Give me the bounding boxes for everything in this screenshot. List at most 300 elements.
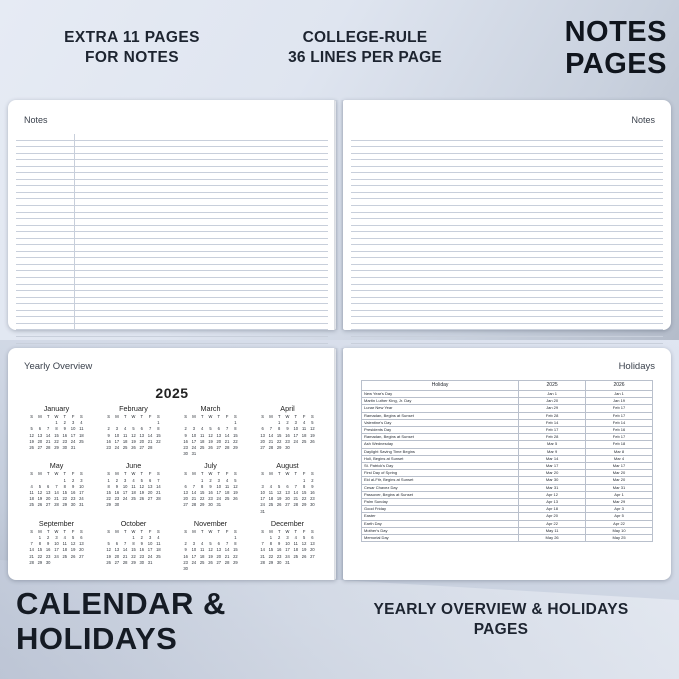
weekday-header: M bbox=[115, 471, 119, 477]
day-cell: 20 bbox=[37, 438, 43, 444]
day-cell-empty bbox=[300, 560, 308, 566]
month-table bbox=[27, 529, 85, 566]
holiday-date-cell: Jan 1 bbox=[586, 391, 653, 398]
day-cell: 6 bbox=[184, 483, 187, 489]
day-cell: 31 bbox=[79, 502, 84, 508]
day-cell: 31 bbox=[216, 502, 222, 508]
day-cell: 3 bbox=[261, 483, 264, 489]
headline-extra-pages bbox=[24, 28, 240, 68]
day-cell: 22 bbox=[62, 496, 68, 502]
day-cell-empty bbox=[308, 509, 316, 515]
weekday-header: T bbox=[46, 414, 50, 419]
day-cell: 5 bbox=[71, 535, 75, 541]
holiday-name-cell: Ramadan, Begins at Sunset bbox=[362, 434, 519, 441]
day-cell: 24 bbox=[54, 553, 59, 559]
weekday-header: M bbox=[192, 471, 196, 477]
table-row bbox=[362, 434, 653, 441]
weekday-header: M bbox=[269, 471, 273, 477]
day-cell: 7 bbox=[261, 541, 264, 547]
weekday-header: T bbox=[200, 471, 204, 477]
day-cell: 14 bbox=[268, 432, 274, 438]
day-cell: 17 bbox=[147, 547, 153, 553]
day-cell: 16 bbox=[276, 547, 282, 553]
month-name: September bbox=[38, 518, 75, 528]
holiday-date-cell: Mar 4 bbox=[586, 455, 653, 462]
day-cell: 25 bbox=[268, 502, 274, 508]
weekday-header: S bbox=[107, 414, 110, 419]
day-cell: 22 bbox=[131, 553, 136, 559]
day-cell: 10 bbox=[216, 483, 222, 489]
day-cell: 9 bbox=[184, 432, 187, 438]
day-cell: 18 bbox=[224, 490, 230, 496]
weekday-header: T bbox=[46, 471, 50, 477]
notes-left-margin-line bbox=[74, 134, 75, 330]
holiday-date-cell: Mar 5 bbox=[519, 441, 586, 448]
holiday-name-cell: New Year's Day bbox=[362, 391, 519, 398]
day-cell: 23 bbox=[114, 496, 120, 502]
month-name: July bbox=[204, 461, 217, 471]
weekday-header: T bbox=[217, 471, 221, 477]
day-cell: 13 bbox=[183, 490, 188, 496]
day-cell: 19 bbox=[276, 496, 282, 502]
day-cell: 13 bbox=[285, 490, 290, 496]
table-row bbox=[362, 455, 653, 462]
holidays-title: Holidays bbox=[618, 361, 655, 372]
day-cell: 29 bbox=[62, 502, 68, 508]
weekday-header: S bbox=[234, 471, 237, 477]
month-week-row bbox=[27, 502, 85, 508]
day-cell: 10 bbox=[79, 483, 84, 489]
day-cell-empty bbox=[154, 560, 162, 566]
weekday-header: S bbox=[311, 528, 314, 534]
day-cell: 13 bbox=[310, 541, 315, 547]
day-cell: 25 bbox=[293, 553, 299, 559]
day-cell: 4 bbox=[63, 535, 66, 541]
day-cell: 8 bbox=[201, 483, 204, 489]
day-cell: 24 bbox=[147, 553, 153, 559]
day-cell: 28 bbox=[260, 559, 265, 565]
day-cell: 21 bbox=[54, 496, 59, 502]
weekday-header: S bbox=[157, 471, 160, 477]
day-cell: 25 bbox=[224, 496, 230, 502]
day-cell: 1 bbox=[107, 477, 110, 483]
day-cell: 27 bbox=[216, 559, 222, 565]
day-cell: 6 bbox=[217, 541, 220, 547]
day-cell: 9 bbox=[278, 541, 281, 547]
holiday-name-cell: Cesar Chavez Day bbox=[362, 484, 519, 491]
day-cell: 15 bbox=[131, 547, 136, 553]
month-name: March bbox=[200, 404, 221, 413]
table-row bbox=[362, 412, 653, 419]
day-cell: 11 bbox=[123, 432, 128, 438]
day-cell: 27 bbox=[114, 559, 120, 565]
day-cell: 14 bbox=[191, 490, 197, 496]
day-cell: 29 bbox=[276, 445, 282, 451]
day-cell: 25 bbox=[301, 438, 307, 444]
day-cell: 16 bbox=[139, 547, 145, 553]
day-cell: 7 bbox=[30, 541, 33, 547]
holiday-name-cell: Daylight Saving Time Begins bbox=[362, 448, 519, 455]
holiday-date-cell: Feb 28 bbox=[519, 434, 586, 441]
month-block bbox=[95, 519, 172, 576]
headline-extra-pages-line2: FOR NOTES bbox=[84, 49, 180, 66]
day-cell: 23 bbox=[310, 496, 315, 502]
weekday-header: S bbox=[184, 414, 187, 419]
day-cell: 18 bbox=[199, 553, 205, 559]
day-cell: 7 bbox=[225, 426, 229, 432]
table-row bbox=[362, 484, 653, 491]
day-cell: 28 bbox=[268, 445, 274, 451]
month-block bbox=[172, 404, 249, 461]
day-cell: 31 bbox=[191, 451, 197, 457]
day-cell: 5 bbox=[30, 426, 33, 432]
day-cell: 17 bbox=[70, 432, 76, 438]
footer-yearly-overview-line2: PAGES bbox=[473, 621, 529, 638]
day-cell: 23 bbox=[139, 553, 145, 559]
month-week-row bbox=[181, 451, 239, 457]
day-cell: 18 bbox=[156, 547, 161, 553]
day-cell: 13 bbox=[147, 483, 153, 489]
day-cell: 23 bbox=[183, 559, 188, 565]
notes-left-rules bbox=[16, 134, 328, 370]
day-cell: 29 bbox=[301, 502, 307, 508]
holiday-name-cell: Mother's Day bbox=[362, 527, 519, 534]
holiday-date-cell: Jan 1 bbox=[519, 391, 586, 398]
day-cell: 19 bbox=[70, 547, 76, 553]
notes-right-title: Notes bbox=[631, 115, 655, 125]
weekday-header: T bbox=[123, 528, 127, 534]
day-cell-empty bbox=[223, 451, 231, 457]
month-block bbox=[249, 461, 326, 518]
holiday-date-cell: Feb 28 bbox=[519, 412, 586, 419]
day-cell: 20 bbox=[183, 496, 188, 502]
day-cell-empty bbox=[275, 509, 283, 515]
day-cell: 27 bbox=[147, 496, 153, 502]
weekday-header: W bbox=[131, 471, 136, 477]
weekday-header: T bbox=[294, 471, 298, 477]
day-cell: 15 bbox=[156, 432, 161, 438]
holiday-date-cell: Mar 17 bbox=[586, 463, 653, 470]
day-cell: 17 bbox=[114, 438, 120, 444]
weekday-header: T bbox=[200, 414, 204, 419]
weekday-header: F bbox=[302, 471, 306, 477]
day-cell: 13 bbox=[79, 541, 84, 547]
weekday-header: S bbox=[234, 528, 237, 534]
notes-left-title: Notes bbox=[24, 115, 48, 125]
holiday-name-cell: Holi, Begins at Sunset bbox=[362, 455, 519, 462]
day-cell: 4 bbox=[294, 535, 297, 541]
day-cell: 9 bbox=[63, 426, 66, 432]
weekday-header: F bbox=[148, 471, 152, 477]
notes-spread bbox=[8, 100, 671, 330]
day-cell: 9 bbox=[47, 541, 50, 547]
holiday-name-cell: Eid al-Fitr, Begins at Sunset bbox=[362, 477, 519, 484]
day-cell: 8 bbox=[38, 541, 42, 547]
day-cell: 25 bbox=[79, 438, 84, 444]
day-cell: 23 bbox=[62, 438, 68, 444]
month-table bbox=[181, 414, 239, 457]
day-cell: 5 bbox=[209, 426, 212, 432]
day-cell: 22 bbox=[233, 553, 238, 559]
day-cell: 8 bbox=[234, 426, 237, 432]
day-cell: 1 bbox=[157, 420, 160, 426]
day-cell: 15 bbox=[301, 490, 307, 496]
day-cell: 23 bbox=[276, 553, 282, 559]
day-cell: 29 bbox=[54, 445, 59, 451]
day-cell: 25 bbox=[156, 553, 161, 559]
holidays-table-wrap bbox=[361, 380, 653, 542]
day-cell: 28 bbox=[29, 559, 34, 565]
day-cell: 30 bbox=[114, 502, 120, 508]
table-row bbox=[362, 499, 653, 506]
day-cell: 13 bbox=[260, 432, 265, 438]
month-table bbox=[181, 471, 239, 508]
holiday-date-cell: Apr 13 bbox=[519, 499, 586, 506]
day-cell: 23 bbox=[183, 445, 188, 451]
yearly-overview-title: Yearly Overview bbox=[24, 361, 93, 372]
day-cell: 21 bbox=[224, 553, 230, 559]
day-cell: 1 bbox=[201, 477, 204, 483]
day-cell: 15 bbox=[62, 490, 68, 496]
day-cell: 28 bbox=[293, 502, 299, 508]
day-cell: 20 bbox=[45, 496, 51, 502]
day-cell: 30 bbox=[276, 559, 282, 565]
day-cell: 16 bbox=[208, 490, 213, 496]
holidays-page bbox=[343, 348, 671, 580]
day-cell-empty bbox=[69, 560, 77, 566]
holiday-date-cell: Feb 14 bbox=[519, 419, 586, 426]
day-cell: 12 bbox=[208, 432, 213, 438]
weekday-header: S bbox=[184, 471, 187, 477]
day-cell: 7 bbox=[47, 426, 50, 432]
day-cell: 26 bbox=[29, 445, 34, 451]
month-name: December bbox=[270, 518, 305, 528]
day-cell: 16 bbox=[183, 438, 188, 444]
month-table bbox=[258, 529, 316, 566]
month-block bbox=[18, 404, 95, 461]
day-cell-empty bbox=[190, 566, 198, 572]
day-cell: 28 bbox=[156, 496, 161, 502]
day-cell: 29 bbox=[37, 559, 43, 565]
day-cell: 5 bbox=[278, 483, 281, 489]
day-cell-empty bbox=[215, 566, 223, 572]
month-week-row bbox=[258, 560, 316, 566]
day-cell: 18 bbox=[122, 438, 128, 444]
weekday-header: S bbox=[261, 414, 264, 419]
day-cell-empty bbox=[300, 445, 308, 451]
day-cell: 21 bbox=[29, 553, 34, 559]
day-cell: 26 bbox=[70, 553, 76, 559]
month-table bbox=[104, 529, 162, 566]
day-cell: 17 bbox=[216, 490, 222, 496]
day-cell: 18 bbox=[293, 547, 299, 553]
day-cell: 25 bbox=[199, 559, 205, 565]
month-week-row bbox=[258, 445, 316, 451]
month-week-row bbox=[104, 502, 162, 508]
month-week-row bbox=[181, 502, 239, 508]
day-cell: 23 bbox=[106, 445, 111, 451]
day-cell: 22 bbox=[37, 553, 43, 559]
day-cell: 15 bbox=[106, 490, 111, 496]
day-cell: 12 bbox=[233, 483, 238, 489]
holiday-date-cell: Apr 20 bbox=[519, 513, 586, 520]
day-cell: 14 bbox=[156, 483, 161, 489]
day-cell: 11 bbox=[131, 483, 136, 489]
day-cell: 22 bbox=[54, 438, 59, 444]
day-cell: 13 bbox=[139, 432, 145, 438]
day-cell: 25 bbox=[131, 496, 136, 502]
day-cell: 19 bbox=[208, 553, 213, 559]
day-cell: 7 bbox=[294, 483, 297, 489]
day-cell: 23 bbox=[45, 553, 51, 559]
holiday-name-cell: Passover, Begins at Sunset bbox=[362, 491, 519, 498]
day-cell: 10 bbox=[260, 490, 265, 496]
day-cell: 4 bbox=[80, 420, 83, 426]
day-cell: 13 bbox=[114, 547, 120, 553]
day-cell: 27 bbox=[310, 553, 315, 559]
month-name: June bbox=[125, 461, 142, 471]
holidays-column-header: 2026 bbox=[586, 381, 653, 391]
day-cell-empty bbox=[77, 560, 85, 566]
day-cell: 27 bbox=[216, 445, 222, 451]
weekday-header: S bbox=[234, 414, 237, 419]
month-block bbox=[249, 519, 326, 576]
day-cell: 29 bbox=[233, 445, 238, 451]
table-row bbox=[362, 427, 653, 434]
day-cell: 15 bbox=[268, 547, 274, 553]
day-cell: 14 bbox=[293, 490, 299, 496]
day-cell: 14 bbox=[224, 432, 230, 438]
day-cell: 7 bbox=[148, 426, 152, 432]
day-cell: 30 bbox=[183, 451, 188, 457]
weekday-header: W bbox=[131, 414, 136, 419]
day-cell: 1 bbox=[278, 420, 281, 426]
weekday-header: F bbox=[302, 528, 306, 534]
month-name: October bbox=[120, 518, 147, 528]
holiday-name-cell: Ash Wednesday bbox=[362, 441, 519, 448]
day-cell: 12 bbox=[301, 541, 307, 547]
day-cell: 7 bbox=[124, 541, 127, 547]
day-cell: 25 bbox=[122, 445, 128, 451]
day-cell: 21 bbox=[224, 438, 230, 444]
day-cell: 20 bbox=[79, 547, 84, 553]
day-cell: 9 bbox=[107, 432, 110, 438]
day-cell: 29 bbox=[131, 559, 136, 565]
month-table bbox=[258, 414, 316, 451]
day-cell: 11 bbox=[29, 490, 34, 496]
day-cell: 19 bbox=[37, 496, 43, 502]
day-cell-empty bbox=[267, 509, 275, 515]
weekday-header: W bbox=[208, 528, 213, 534]
holiday-date-cell: May 10 bbox=[586, 527, 653, 534]
day-cell: 31 bbox=[147, 559, 153, 565]
holiday-date-cell: Feb 16 bbox=[586, 427, 653, 434]
weekday-header: S bbox=[157, 528, 160, 534]
day-cell: 4 bbox=[201, 426, 204, 432]
day-cell: 15 bbox=[233, 432, 238, 438]
day-cell: 11 bbox=[200, 547, 205, 553]
day-cell: 18 bbox=[301, 432, 307, 438]
day-cell: 11 bbox=[301, 426, 307, 432]
day-cell-empty bbox=[77, 445, 85, 451]
day-cell: 14 bbox=[224, 547, 230, 553]
day-cell: 16 bbox=[45, 547, 51, 553]
day-cell: 8 bbox=[157, 426, 160, 432]
day-cell: 28 bbox=[224, 445, 230, 451]
holiday-date-cell: Feb 17 bbox=[519, 427, 586, 434]
day-cell: 26 bbox=[139, 496, 145, 502]
month-week-row bbox=[258, 509, 316, 515]
weekday-header: M bbox=[192, 528, 196, 534]
day-cell: 10 bbox=[114, 432, 120, 438]
day-cell: 8 bbox=[55, 426, 58, 432]
day-cell: 12 bbox=[131, 432, 136, 438]
day-cell: 27 bbox=[285, 502, 290, 508]
table-row bbox=[362, 520, 653, 527]
day-cell: 4 bbox=[269, 483, 273, 489]
holiday-date-cell: Mar 9 bbox=[519, 448, 586, 455]
day-cell: 26 bbox=[276, 502, 282, 508]
day-cell: 17 bbox=[122, 490, 128, 496]
day-cell: 21 bbox=[191, 496, 197, 502]
day-cell: 18 bbox=[62, 547, 68, 553]
day-cell: 30 bbox=[70, 502, 76, 508]
day-cell: 16 bbox=[106, 438, 111, 444]
day-cell: 7 bbox=[55, 483, 58, 489]
footer-calendar-holidays-line1: CALENDAR & bbox=[16, 586, 226, 621]
month-table bbox=[27, 414, 85, 451]
day-cell: 28 bbox=[224, 559, 230, 565]
holiday-name-cell: Ramadan, Begins at Sunset bbox=[362, 412, 519, 419]
holiday-name-cell: Earth Day bbox=[362, 520, 519, 527]
notes-right-rules bbox=[351, 134, 663, 370]
day-cell: 4 bbox=[30, 483, 33, 489]
table-row bbox=[362, 535, 653, 542]
weekday-header: T bbox=[46, 528, 50, 534]
day-cell: 15 bbox=[276, 432, 282, 438]
holiday-date-cell: Apr 18 bbox=[519, 506, 586, 513]
day-cell: 8 bbox=[107, 483, 110, 489]
day-cell-empty bbox=[198, 566, 206, 572]
weekday-header: F bbox=[71, 414, 75, 419]
holiday-name-cell: Easter bbox=[362, 513, 519, 520]
yearly-overview-page bbox=[8, 348, 336, 580]
day-cell: 31 bbox=[260, 508, 265, 514]
day-cell: 12 bbox=[310, 426, 315, 432]
day-cell-empty bbox=[308, 445, 316, 451]
month-name: November bbox=[193, 518, 228, 528]
day-cell: 3 bbox=[124, 477, 127, 483]
day-cell: 1 bbox=[269, 535, 273, 541]
day-cell: 5 bbox=[302, 535, 306, 541]
day-cell: 7 bbox=[192, 483, 196, 489]
day-cell: 5 bbox=[311, 420, 314, 426]
day-cell-empty bbox=[206, 451, 214, 457]
holiday-date-cell: Mar 31 bbox=[586, 484, 653, 491]
day-cell: 1 bbox=[55, 420, 58, 426]
day-cell: 3 bbox=[80, 477, 83, 483]
day-cell: 30 bbox=[139, 559, 145, 565]
day-cell: 24 bbox=[191, 559, 197, 565]
day-cell: 14 bbox=[45, 432, 51, 438]
holiday-date-cell: Mar 20 bbox=[586, 470, 653, 477]
month-week-row bbox=[181, 566, 239, 572]
day-cell-empty bbox=[292, 445, 300, 451]
weekday-header: W bbox=[208, 414, 213, 419]
day-cell: 19 bbox=[233, 490, 238, 496]
day-cell: 5 bbox=[140, 477, 143, 483]
footer-yearly-overview bbox=[336, 600, 666, 640]
